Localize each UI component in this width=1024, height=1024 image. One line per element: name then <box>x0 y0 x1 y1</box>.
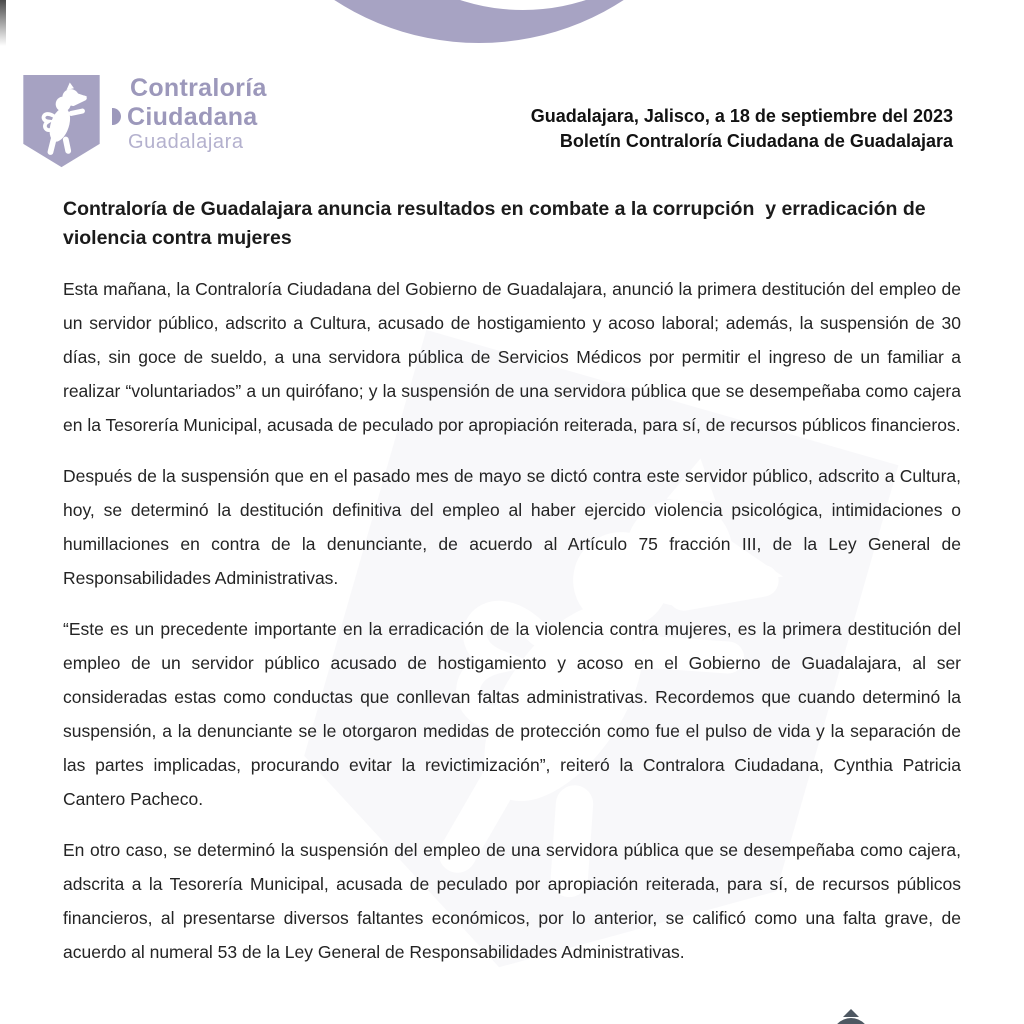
dateline-text: Guadalajara, Jalisco, a 18 de septiembre del 2023 <box>530 106 953 126</box>
body-paragraph: Después de la suspensión que en el pasado mes de mayo se dictó contra este servidor público, adscrito a Cultura, hoy, se determinó la destitución definitiva del empleo al haber ejercido violencia psicológica, intimidaciones o humillaciones en contra de la denunciante, de acuerdo al Artículo 75 fracción III, de la Ley General de Responsabilidades Administrativas. <box>63 466 961 588</box>
lion-shield-icon <box>20 72 103 171</box>
article-title: Contraloría de Guadalajara anuncia resultados en combate a la corrupción y erradicación de violencia contra mujeres <box>63 198 932 249</box>
half-circle-mark-icon <box>112 108 121 125</box>
logo-org-name-line1: Contraloría <box>130 74 267 102</box>
dateline-block <box>531 104 953 154</box>
bottom-emblem-icon <box>828 1004 874 1024</box>
article <box>63 195 961 986</box>
body-paragraph: Esta mañana, la Contraloría Ciudadana del Gobierno de Guadalajara, anunció la primera destitución del empleo de un servidor público, adscrito a Cultura, acusado de hostigamiento y acoso laboral; además, la suspensión de 30 días, sin goce de sueldo, a una servidora pública de Servicios Médicos por permitir el ingreso de un familiar a realizar “voluntariados” a un quirófano; y la suspensión de una servidora pública que se desempeñaba como cajera en la Tesorería Municipal, acusada de peculado por apropiación reiterada, para sí, de recursos públicos financieros. <box>63 279 961 435</box>
logo-org-name-line2: Ciudadana <box>127 103 258 131</box>
body-paragraph: “Este es un precedente importante en la erradicación de la violencia contra mujeres, es la primera destitución del empleo de un servidor público acusado de hostigamiento y acoso en el Gobierno de Guadalajara, al ser consideradas estas como conductas que conllevan faltas administrativas. Recordemos que cuando determinó la suspensión, a la denunciante se le otorgaron medidas de protección como fue el pulso de vida y la separación de las partes implicadas, procurando evitar la revictimización”, reiteró la Contralora Ciudadana, Cynthia Patricia Cantero Pacheco. <box>63 619 961 809</box>
emblem-spire <box>843 1009 859 1017</box>
body-paragraph: En otro caso, se determinó la suspensión del empleo de una servidora pública que se desempeñaba como cajera, adscrita a la Tesorería Municipal, acusada de peculado por apropiación reiterada, para sí, de recursos públicos financieros, al presentarse diversos faltantes económicos, por lo anterior, se calificó como una falta grave, de acuerdo al numeral 53 de la Ley General de Responsabilidades Administrativas. <box>63 840 961 962</box>
bulletin-text: Boletín Contraloría Ciudadana de Guadalajara <box>559 131 953 151</box>
scan-artifact <box>0 0 6 46</box>
top-ring-shape <box>214 0 744 43</box>
logo-city-label: Guadalajara <box>128 131 244 153</box>
contraloria-logo <box>20 72 280 182</box>
emblem-dome <box>832 1018 870 1024</box>
